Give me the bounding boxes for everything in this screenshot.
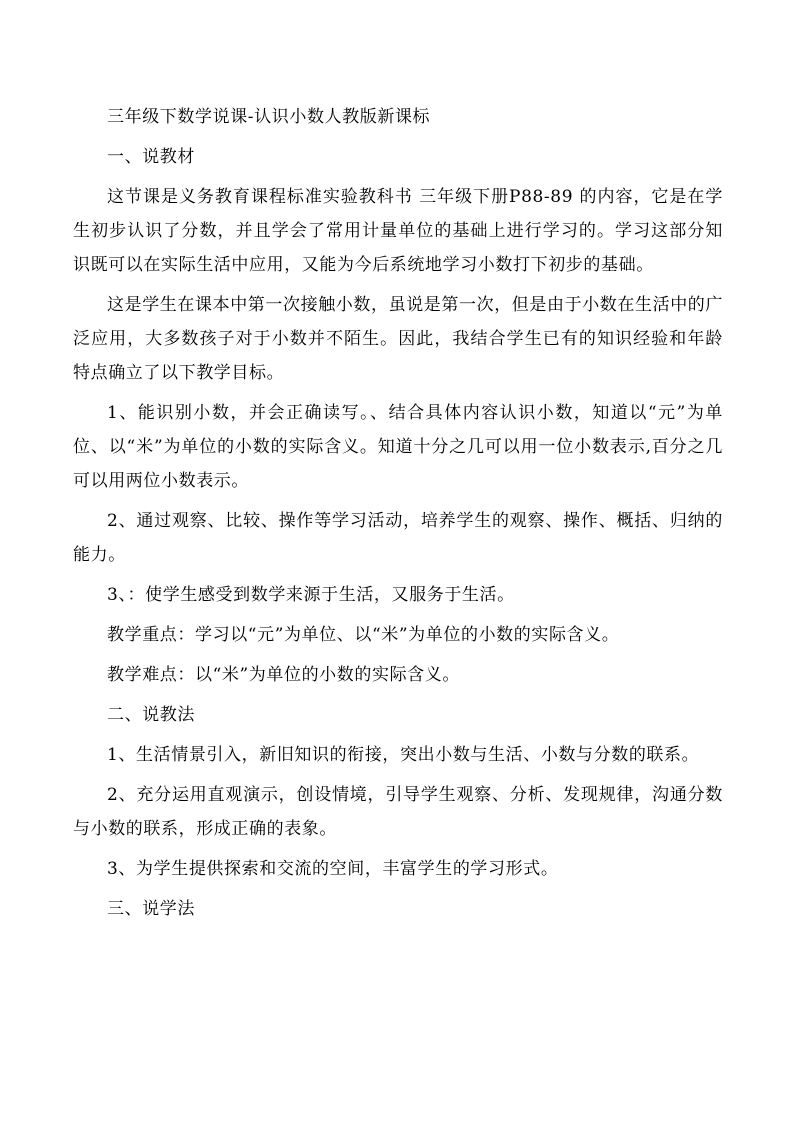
teaching-key-point: 教学重点：学习以“元”为单位、以“米”为单位的小数的实际含义。 <box>107 625 620 645</box>
section-heading-teaching-material: 一、说教材 <box>107 147 195 167</box>
section-heading-learning-method: 三、说学法 <box>107 899 195 919</box>
section-heading-teaching-method: 二、说教法 <box>107 705 195 725</box>
teaching-goal-2: 2、通过观察、比较、操作等学习活动，培养学生的观察、操作、概括、归纳的能力。 <box>73 511 723 565</box>
teaching-difficult-point: 教学难点：以“米”为单位的小数的实际含义。 <box>107 665 460 685</box>
teaching-goal-3: 3、：使学生感受到数学来源于生活，又服务于生活。 <box>107 585 515 605</box>
teaching-method-3: 3、为学生提供探索和交流的空间，丰富学生的学习形式。 <box>107 859 559 879</box>
teaching-method-1: 1、生活情景引入，新旧知识的衔接，突出小数与生活、小数与分数的联系。 <box>107 745 700 765</box>
paragraph-students-background: 这是学生在课本中第一次接触小数，虽说是第一次，但是由于小数在生活中的广泛应用，大多数孩子对于小数并不陌生。因此，我结合学生已有的知识经验和年龄特点确立了以下教学目标。 <box>73 295 723 383</box>
document-body <box>73 100 723 932</box>
teaching-method-2: 2、充分运用直观演示，创设情境，引导学生观察、分析、发现规律，沟通分数与小数的联系，形成正确的表象。 <box>73 785 723 839</box>
paragraph-textbook-context: 这节课是义务教育课程标准实验教科书 三年级下册P88-89 的内容，它是在学生初步认识了分数，并且学会了常用计量单位的基础上进行学习的。学习这部分知识既可以在实际生活中应用，又能为今后系统地学习小数打下初步的基础。 <box>73 187 723 275</box>
teaching-goal-1: 1、能识别小数，并会正确读写。、结合具体内容认识小数，知道以“元”为单位、以“米”为单位的小数的实际含义。知道十分之几可以用一位小数表示,百分之几可以用两位小数表示。 <box>73 403 723 491</box>
document-title: 三年级下数学说课-认识小数人教版新课标 <box>107 107 431 127</box>
